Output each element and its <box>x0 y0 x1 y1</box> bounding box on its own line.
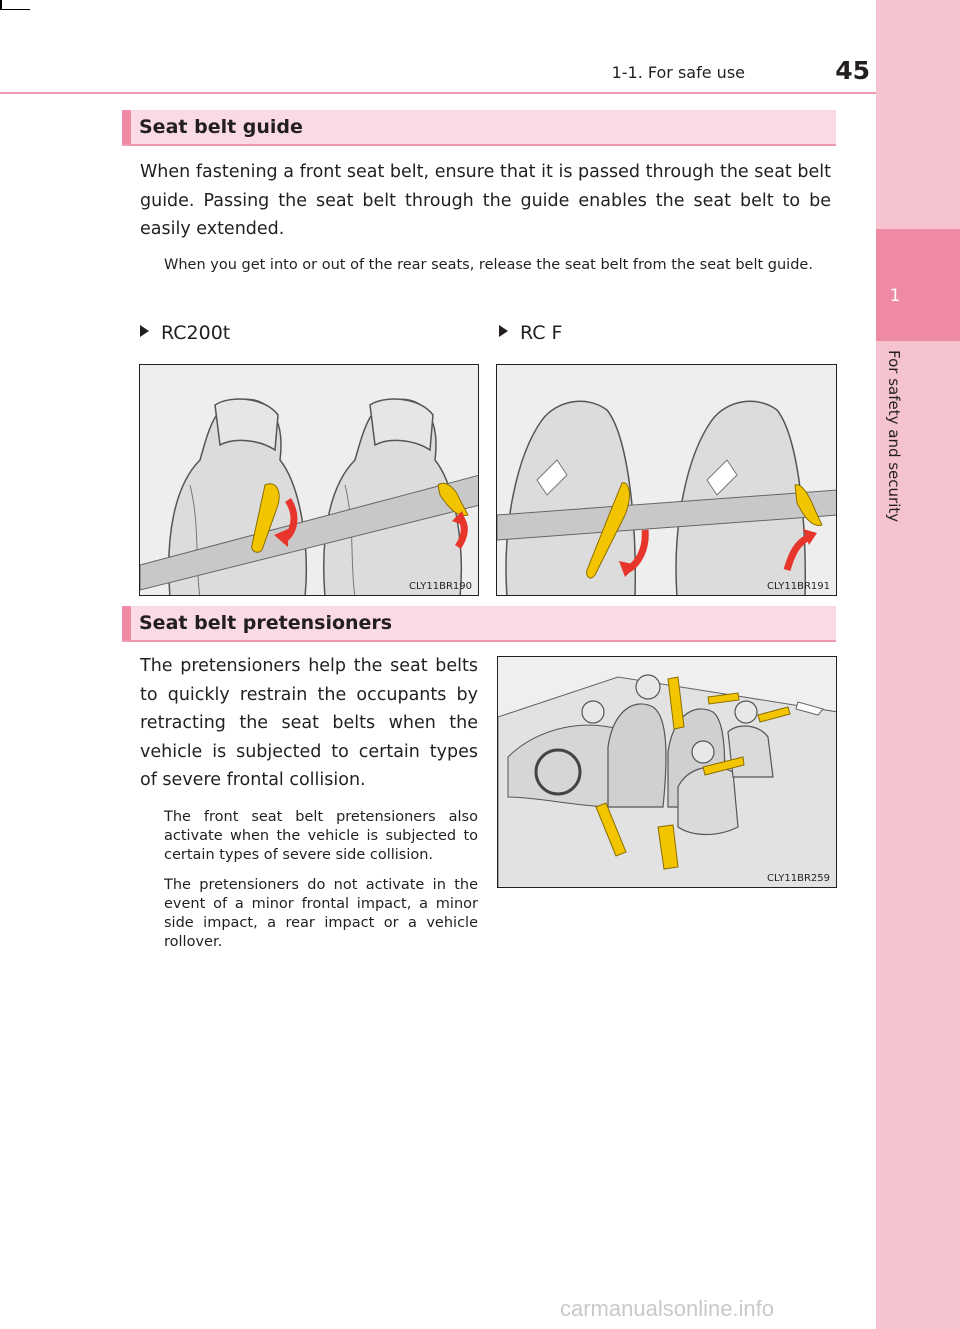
chapter-title-text: For safety and security <box>885 350 903 523</box>
variant-label-left <box>140 322 230 344</box>
chapter-title <box>881 350 903 550</box>
figure-code: CLY11BR259 <box>767 873 830 884</box>
heading-seat-belt-guide: Seat belt guide <box>122 110 836 146</box>
page-number: 45 <box>835 56 870 85</box>
heading-pretensioners: Seat belt pretensioners <box>122 606 836 642</box>
guide-note: When you get into or out of the rear seats, release the seat belt from the seat belt guide. <box>164 257 813 273</box>
section-title: 1-1. For safe use <box>611 63 745 82</box>
triangle-bullet-icon <box>499 325 508 337</box>
cabin-illustration-icon <box>498 657 837 888</box>
chapter-number: 1 <box>889 286 901 306</box>
figure-rc200t-seats <box>139 364 479 596</box>
pretensioners-note-1: The front seat belt pretensioners also activate when the vehicle is subjected to certain types of severe side collision. <box>164 809 478 863</box>
chapter-side-tab <box>876 0 960 1329</box>
variant-right-text: RC F <box>520 322 563 344</box>
pretensioners-paragraph: The pretensioners help the seat belts to quickly restrain the occupants by retracting the seat belts when the vehicle is subjected to certain types of severe frontal collision. <box>140 656 478 790</box>
figure-code: CLY11BR190 <box>409 581 472 592</box>
header-rule <box>0 92 876 94</box>
seat-illustration-icon <box>497 365 837 596</box>
figure-rcf-seats <box>496 364 837 596</box>
crop-mark <box>0 9 30 10</box>
figure-code: CLY11BR191 <box>767 581 830 592</box>
figure-cabin-pretensioners <box>497 656 837 888</box>
watermark: carmanualsonline.info <box>560 1296 775 1321</box>
variant-left-text: RC200t <box>161 322 231 344</box>
seat-illustration-icon <box>140 365 479 596</box>
guide-paragraph: When fastening a front seat belt, ensure that it is passed through the seat belt guide. Passing the seat belt through the guide enables the seat belt to be easily extended. <box>140 162 831 239</box>
pretensioners-note-2: The pretensioners do not activate in the event of a minor frontal impact, a minor side impact, a rear impact or a vehicle rollover. <box>164 877 478 950</box>
chapter-number-tab <box>876 229 960 341</box>
variant-label-right <box>499 322 563 344</box>
triangle-bullet-icon <box>140 325 149 337</box>
